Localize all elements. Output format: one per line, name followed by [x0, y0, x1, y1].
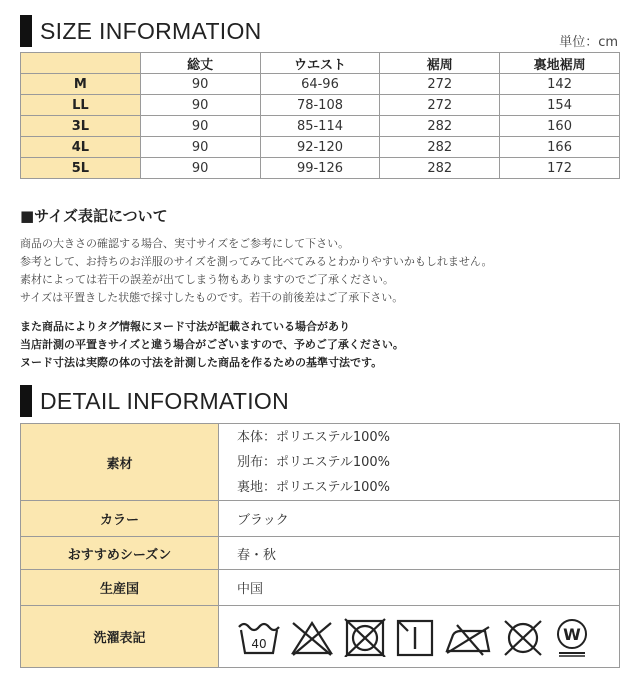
row-size-label: 3L — [21, 116, 141, 137]
season-label: おすすめシーズン — [21, 537, 219, 570]
table-row — [21, 116, 620, 137]
note-line: サイズは平置きした状態で採寸したものです。若干の前後差はご了承下さい。 — [20, 291, 404, 304]
table-cell: 64-96 — [260, 74, 380, 95]
row-size-label: LL — [21, 95, 141, 116]
material-value — [219, 424, 620, 501]
material-line: 本体：ポリエステル100% — [237, 429, 390, 445]
col-header-length: 総丈 — [140, 53, 260, 74]
care-label: 洗濯表記 — [21, 606, 219, 668]
table-cell: 142 — [500, 74, 620, 95]
table-cell: 85-114 — [260, 116, 380, 137]
note-line: 参考として、お持ちのお洋服のサイズを測ってみて比べてみるとわかりやすいかもしれません。 — [20, 255, 493, 268]
table-cell: 78-108 — [260, 95, 380, 116]
care-icons-cell — [219, 606, 620, 668]
table-cell: 90 — [140, 158, 260, 179]
wet-clean-icon — [553, 617, 591, 657]
size-section-title: SIZE INFORMATION — [40, 17, 262, 44]
table-row — [21, 158, 620, 179]
table-row — [21, 95, 620, 116]
size-note-lines — [20, 235, 493, 307]
col-header-hem: 裾周 — [380, 53, 500, 74]
table-cell: 172 — [500, 158, 620, 179]
season-value: 春・秋 — [219, 537, 620, 570]
section-bar — [20, 385, 32, 417]
col-header-lining-hem: 裏地裾周 — [500, 53, 620, 74]
note-bold-line: また商品によりタグ情報にヌード寸法が記載されている場合があり — [20, 320, 350, 333]
origin-value: 中国 — [219, 570, 620, 606]
note-bold-line: 当店計測の平置きサイズと違う場合がございますので、予めご了承ください。 — [20, 338, 404, 351]
color-label: カラー — [21, 501, 219, 537]
table-cell: 166 — [500, 137, 620, 158]
table-cell: 99-126 — [260, 158, 380, 179]
note-line: 商品の大きさの確認する場合、実寸サイズをご参考にして下さい。 — [20, 237, 350, 250]
detail-row-origin — [21, 570, 620, 606]
note-bold-line: ヌード寸法は実際の体の寸法を計測した商品を作るための基準寸法です。 — [20, 356, 383, 369]
detail-table — [20, 423, 620, 668]
wet-clean-letter: W — [563, 624, 581, 644]
detail-row-care — [21, 606, 620, 668]
table-cell: 90 — [140, 95, 260, 116]
size-note-bold-lines — [20, 318, 404, 372]
table-cell: 282 — [380, 116, 500, 137]
size-table — [20, 52, 620, 179]
table-row — [21, 137, 620, 158]
table-cell: 160 — [500, 116, 620, 137]
no-bleach-icon — [289, 617, 335, 657]
size-note-title: ■サイズ表記について — [20, 207, 168, 225]
line-dry-icon — [395, 617, 435, 657]
table-cell: 154 — [500, 95, 620, 116]
detail-section-header — [20, 385, 289, 417]
iron-low-icon — [443, 617, 493, 657]
material-line: 裏地：ポリエステル100% — [237, 479, 390, 495]
detail-section-title: DETAIL INFORMATION — [40, 387, 290, 414]
unit-label: 単位：cm — [559, 35, 618, 50]
wash-40-icon — [237, 617, 281, 657]
note-line: 素材によっては若干の誤差が出てしまう物もありますのでご了承ください。 — [20, 273, 394, 286]
table-cell: 90 — [140, 137, 260, 158]
table-cell: 92-120 — [260, 137, 380, 158]
table-cell: 272 — [380, 95, 500, 116]
size-section-header — [20, 15, 262, 47]
no-dry-clean-icon — [501, 617, 545, 657]
origin-label: 生産国 — [21, 570, 219, 606]
detail-row-season — [21, 537, 620, 570]
size-table-header-row — [21, 53, 620, 74]
row-size-label: 5L — [21, 158, 141, 179]
size-table-corner — [21, 53, 141, 74]
color-value: ブラック — [219, 501, 620, 537]
table-cell: 90 — [140, 74, 260, 95]
material-label: 素材 — [21, 424, 219, 501]
table-row — [21, 74, 620, 95]
table-cell: 90 — [140, 116, 260, 137]
wash-temp: 40 — [251, 636, 267, 651]
detail-row-color — [21, 501, 620, 537]
row-size-label: M — [21, 74, 141, 95]
section-bar — [20, 15, 32, 47]
table-cell: 272 — [380, 74, 500, 95]
row-size-label: 4L — [21, 137, 141, 158]
col-header-waist: ウエスト — [260, 53, 380, 74]
no-tumble-dry-icon — [343, 617, 387, 657]
table-cell: 282 — [380, 137, 500, 158]
material-line: 別布：ポリエステル100% — [237, 454, 390, 470]
detail-row-material — [21, 424, 620, 501]
table-cell: 282 — [380, 158, 500, 179]
